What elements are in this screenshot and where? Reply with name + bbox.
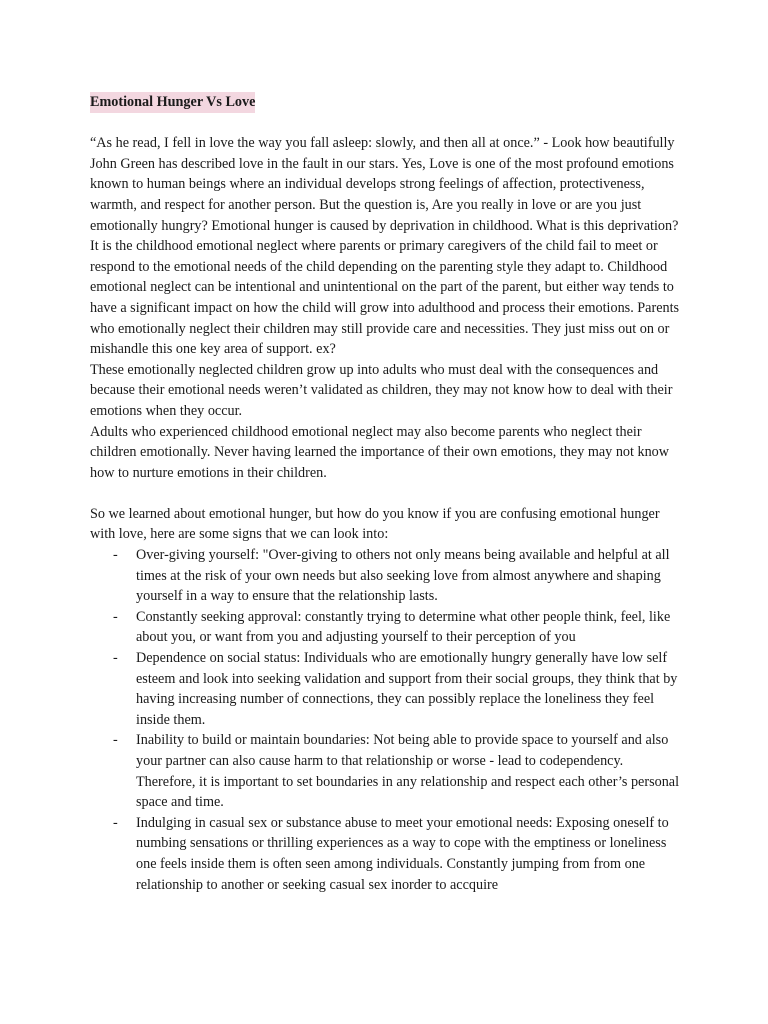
list-item-text: Over-giving yourself: "Over-giving to others not only means being available and helpful at all times at the risk of your own needs but also seeking love from almost anywhere and shaping yourself in a way to ensure that the relationship lasts. xyxy=(136,547,670,605)
list-item xyxy=(90,813,680,895)
document-title: Emotional Hunger Vs Love xyxy=(90,92,255,113)
list-item-text: Dependence on social status: Individuals who are emotionally hungry generally have low self esteem and look into seeking validation and support from their social groups, they think that by having increasing number of connections, they can possibly replace the loneliness they feel inside them. xyxy=(136,650,678,728)
signs-intro: So we learned about emotional hunger, but how do you know if you are confusing emotional hunger with love, here are some signs that we can look into: xyxy=(90,505,660,543)
bullet-dash: - xyxy=(113,547,118,564)
title-block xyxy=(90,92,680,113)
signs-list xyxy=(90,545,680,895)
bullet-dash: - xyxy=(113,814,118,831)
list-item-text: Indulging in casual sex or substance abuse to meet your emotional needs: Exposing oneself to numbing sensations or thrilling experiences as a way to cope with the emptiness or loneliness one feels inside them is often seen among individuals. Constantly jumping from from one relationship to another or seeking casual sex inorder to accquire xyxy=(136,814,669,893)
parents-paragraph: Adults who experienced childhood emotional neglect may also become parents who neglect their children emotionally. Never having learned the importance of their own emotions, they may not know how to nurture emotions in their children. xyxy=(90,423,670,481)
bullet-dash: - xyxy=(113,608,118,625)
bullet-dash: - xyxy=(113,650,118,667)
consequences-paragraph: These emotionally neglected children grow up into adults who must deal with the consequences and because their emotional needs weren’t validated as children, they may not know how to deal with their emotions when they occur. xyxy=(90,361,673,419)
document-page xyxy=(90,92,680,895)
list-item-text: Inability to build or maintain boundaries: Not being able to provide space to yourself and also your partner can also cause harm to that relationship or worse - lead to codependency. Therefore, it is important to set boundaries in any relationship and respect each other’s personal space and time. xyxy=(136,732,680,811)
intro-paragraph: “As he read, I fell in love the way you fall asleep: slowly, and then all at once.” - Look how beautifully John Green has described love in the fault in our stars. Yes, Love is one of the most profound emotions known to human beings where an individual develops strong feelings of affection, protectiveness, warmth, and respect for another person. But the question is, Are you really in love or are you just emotionally hungry? Emotional hunger is caused by deprivation in childhood. What is this deprivation? It is the childhood emotional neglect where parents or primary caregivers of the child fail to meet or respond to the emotional needs of the child depending on the parenting style they adapt to. Childhood emotional neglect can be intentional and unintentional on the part of the parent, but either way tends to have a significant impact on how the child will grow into adulthood and process their emotions. Parents who emotionally neglect their children may still provide care and necessities. They just miss out on or mishandle this one key area of support. ex? xyxy=(90,135,680,358)
list-item xyxy=(90,545,680,607)
bullet-dash: - xyxy=(113,732,118,749)
list-item xyxy=(90,607,680,648)
list-item xyxy=(90,730,680,812)
list-item-text: Constantly seeking approval: constantly trying to determine what other people think, feel, like about you, or want from you and adjusting yourself to their perception of you xyxy=(136,608,671,646)
list-item xyxy=(90,648,680,730)
paragraph-spacer xyxy=(90,483,680,504)
